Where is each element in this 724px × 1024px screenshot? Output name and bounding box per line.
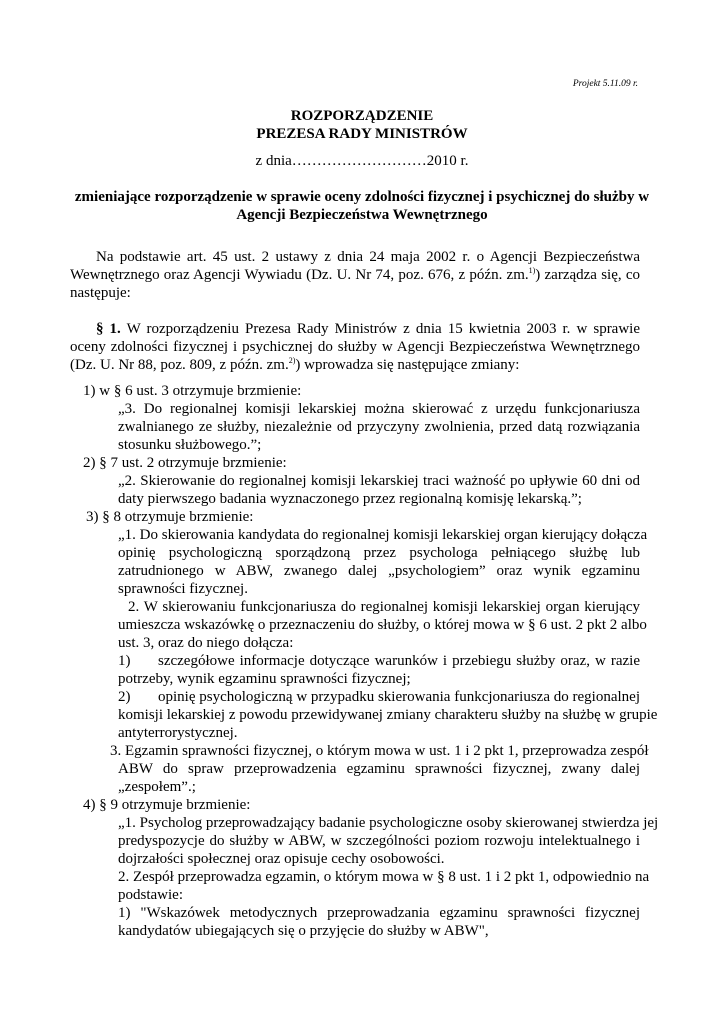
item-4-line: podstawie:	[118, 887, 183, 903]
section-1-label: § 1.	[96, 321, 121, 337]
document-title: ROZPORZĄDZENIE	[290, 108, 434, 124]
item-3-line: ABW do spraw przeprowadzenia egzaminu sprawności fizycznej, zwany dalej	[118, 761, 640, 777]
item-3-line: antyterrorystycznej.	[118, 725, 238, 741]
item-3-line: ust. 3, oraz do niego dołącza:	[118, 635, 294, 651]
item-3-line: „1. Do skierowania kandydata do regionalnej komisji lekarskiej organ kierujący dołącza	[118, 527, 648, 543]
legal-basis-text-end: ) zarządza się, co następuje:	[70, 267, 640, 301]
item-3-heading: 3) § 8 otrzymuje brzmienie:	[86, 509, 254, 525]
section-1-text: W rozporządzeniu Prezesa Rady Ministrów z dnia 15 kwietnia 2003 r. w sprawie oceny zdolności fizycznej i psychicznej do służby w Agencji Bezpieczeństwa Wewnętrznego (Dz. U. Nr 88, poz. 809, z późn. zm.	[70, 321, 641, 373]
item-3-line: „zespołem”.;	[118, 779, 196, 795]
item-4-line: predyspozycje do służby w ABW, w szczególności poziom rozwoju intelektualnego i	[118, 833, 640, 849]
footnote-ref-2: 2)	[288, 356, 296, 365]
item-1-line: stosunku służbowego.”;	[118, 437, 262, 453]
document-subject: zmieniające rozporządzenie w sprawie oceny zdolności fizycznej i psychicznej do służby w Agencji Bezpieczeństwa Wewnętrznego	[74, 189, 650, 223]
issuer-title: PREZESA RADY MINISTRÓW	[256, 126, 468, 142]
item-3-line: zatrudnionego w ABW, zwanego dalej „psychologiem” oraz wynik egzaminu	[118, 563, 640, 579]
item-4-line: „1. Psycholog przeprowadzający badanie psychologiczne osoby skierowanej stwierdza jej	[118, 815, 659, 831]
item-3-line: opinię psychologiczną sporządzoną przez psychologa pełniącego służbę lub	[118, 545, 640, 561]
item-3-line: 2. W skierowaniu funkcjonariusza do regionalnej komisji lekarskiej organ kierujący	[128, 599, 640, 615]
section-1-paragraph	[70, 320, 640, 374]
item-1-line: „3. Do regionalnej komisji lekarskiej można skierować z urzędu funkcjonariusza	[118, 401, 640, 417]
draft-date-label: Projekt 5.11.09 r.	[572, 79, 638, 89]
item-4-line: 1) "Wskazówek metodycznych przeprowadzania egzaminu sprawności fizycznej	[118, 905, 640, 921]
item-3-line: umieszcza wskazówkę o przeznaczeniu do służby, o której mowa w § 6 ust. 2 pkt 2 albo	[118, 617, 647, 633]
item-4-line: 2. Zespół przeprowadza egzamin, o którym mowa w § 8 ust. 1 i 2 pkt 1, odpowiednio na	[118, 869, 650, 885]
item-2-line: „2. Skierowanie do regionalnej komisji lekarskiej traci ważność po upływie 60 dni od	[118, 473, 640, 489]
item-4-line: dojrzałości społecznej oraz opisuje cechy osobowości.	[118, 851, 445, 867]
item-4-line: kandydatów ubiegających się o przyjęcie do służby w ABW",	[118, 923, 489, 939]
item-4-heading: 4) § 9 otrzymuje brzmienie:	[83, 797, 251, 813]
item-1-line: zwalnianego ze służby, niezależnie od przyczyny zwolnienia, przed datą rozwiązania	[118, 419, 640, 435]
item-3-line: szczegółowe informacje dotyczące warunków i przebiegu służby oraz, w razie	[158, 653, 640, 669]
item-3-line: potrzeby, wynik egzaminu sprawności fizycznej;	[118, 671, 411, 687]
item-3-line: 3. Egzamin sprawności fizycznej, o którym mowa w ust. 1 i 2 pkt 1, przeprowadza zespół	[110, 743, 649, 759]
item-3-line: komisji lekarskiej z powodu przewidywanej zmiany charakteru służby na służbę w grupie	[118, 707, 658, 723]
item-2-heading: 2) § 7 ust. 2 otrzymuje brzmienie:	[83, 455, 287, 471]
legal-basis-text: Na podstawie art. 45 ust. 2 ustawy z dnia 24 maja 2002 r. o Agencji Bezpieczeństwa Wewnętrznego oraz Agencji Wywiadu (Dz. U. Nr 74, poz. 676, z późn. zm.	[70, 249, 640, 283]
footnote-ref-1: 1)	[528, 266, 536, 275]
item-2-line: daty pierwszego badania wyznaczonego przez regionalną komisję lekarską.”;	[118, 491, 582, 507]
legal-basis-paragraph	[70, 248, 640, 302]
item-3-line: opinię psychologiczną w przypadku skierowania funkcjonariusza do regionalnej	[158, 689, 640, 705]
item-1-heading: 1) w § 6 ust. 3 otrzymuje brzmienie:	[83, 383, 302, 399]
subpoint-number: 2)	[118, 689, 131, 705]
section-1-text-end: ) wprowadza się następujące zmiany:	[295, 357, 520, 373]
subpoint-number: 1)	[118, 653, 131, 669]
item-3-line: sprawności fizycznej.	[118, 581, 248, 597]
document-date: z dnia………………………2010 r.	[255, 153, 469, 169]
